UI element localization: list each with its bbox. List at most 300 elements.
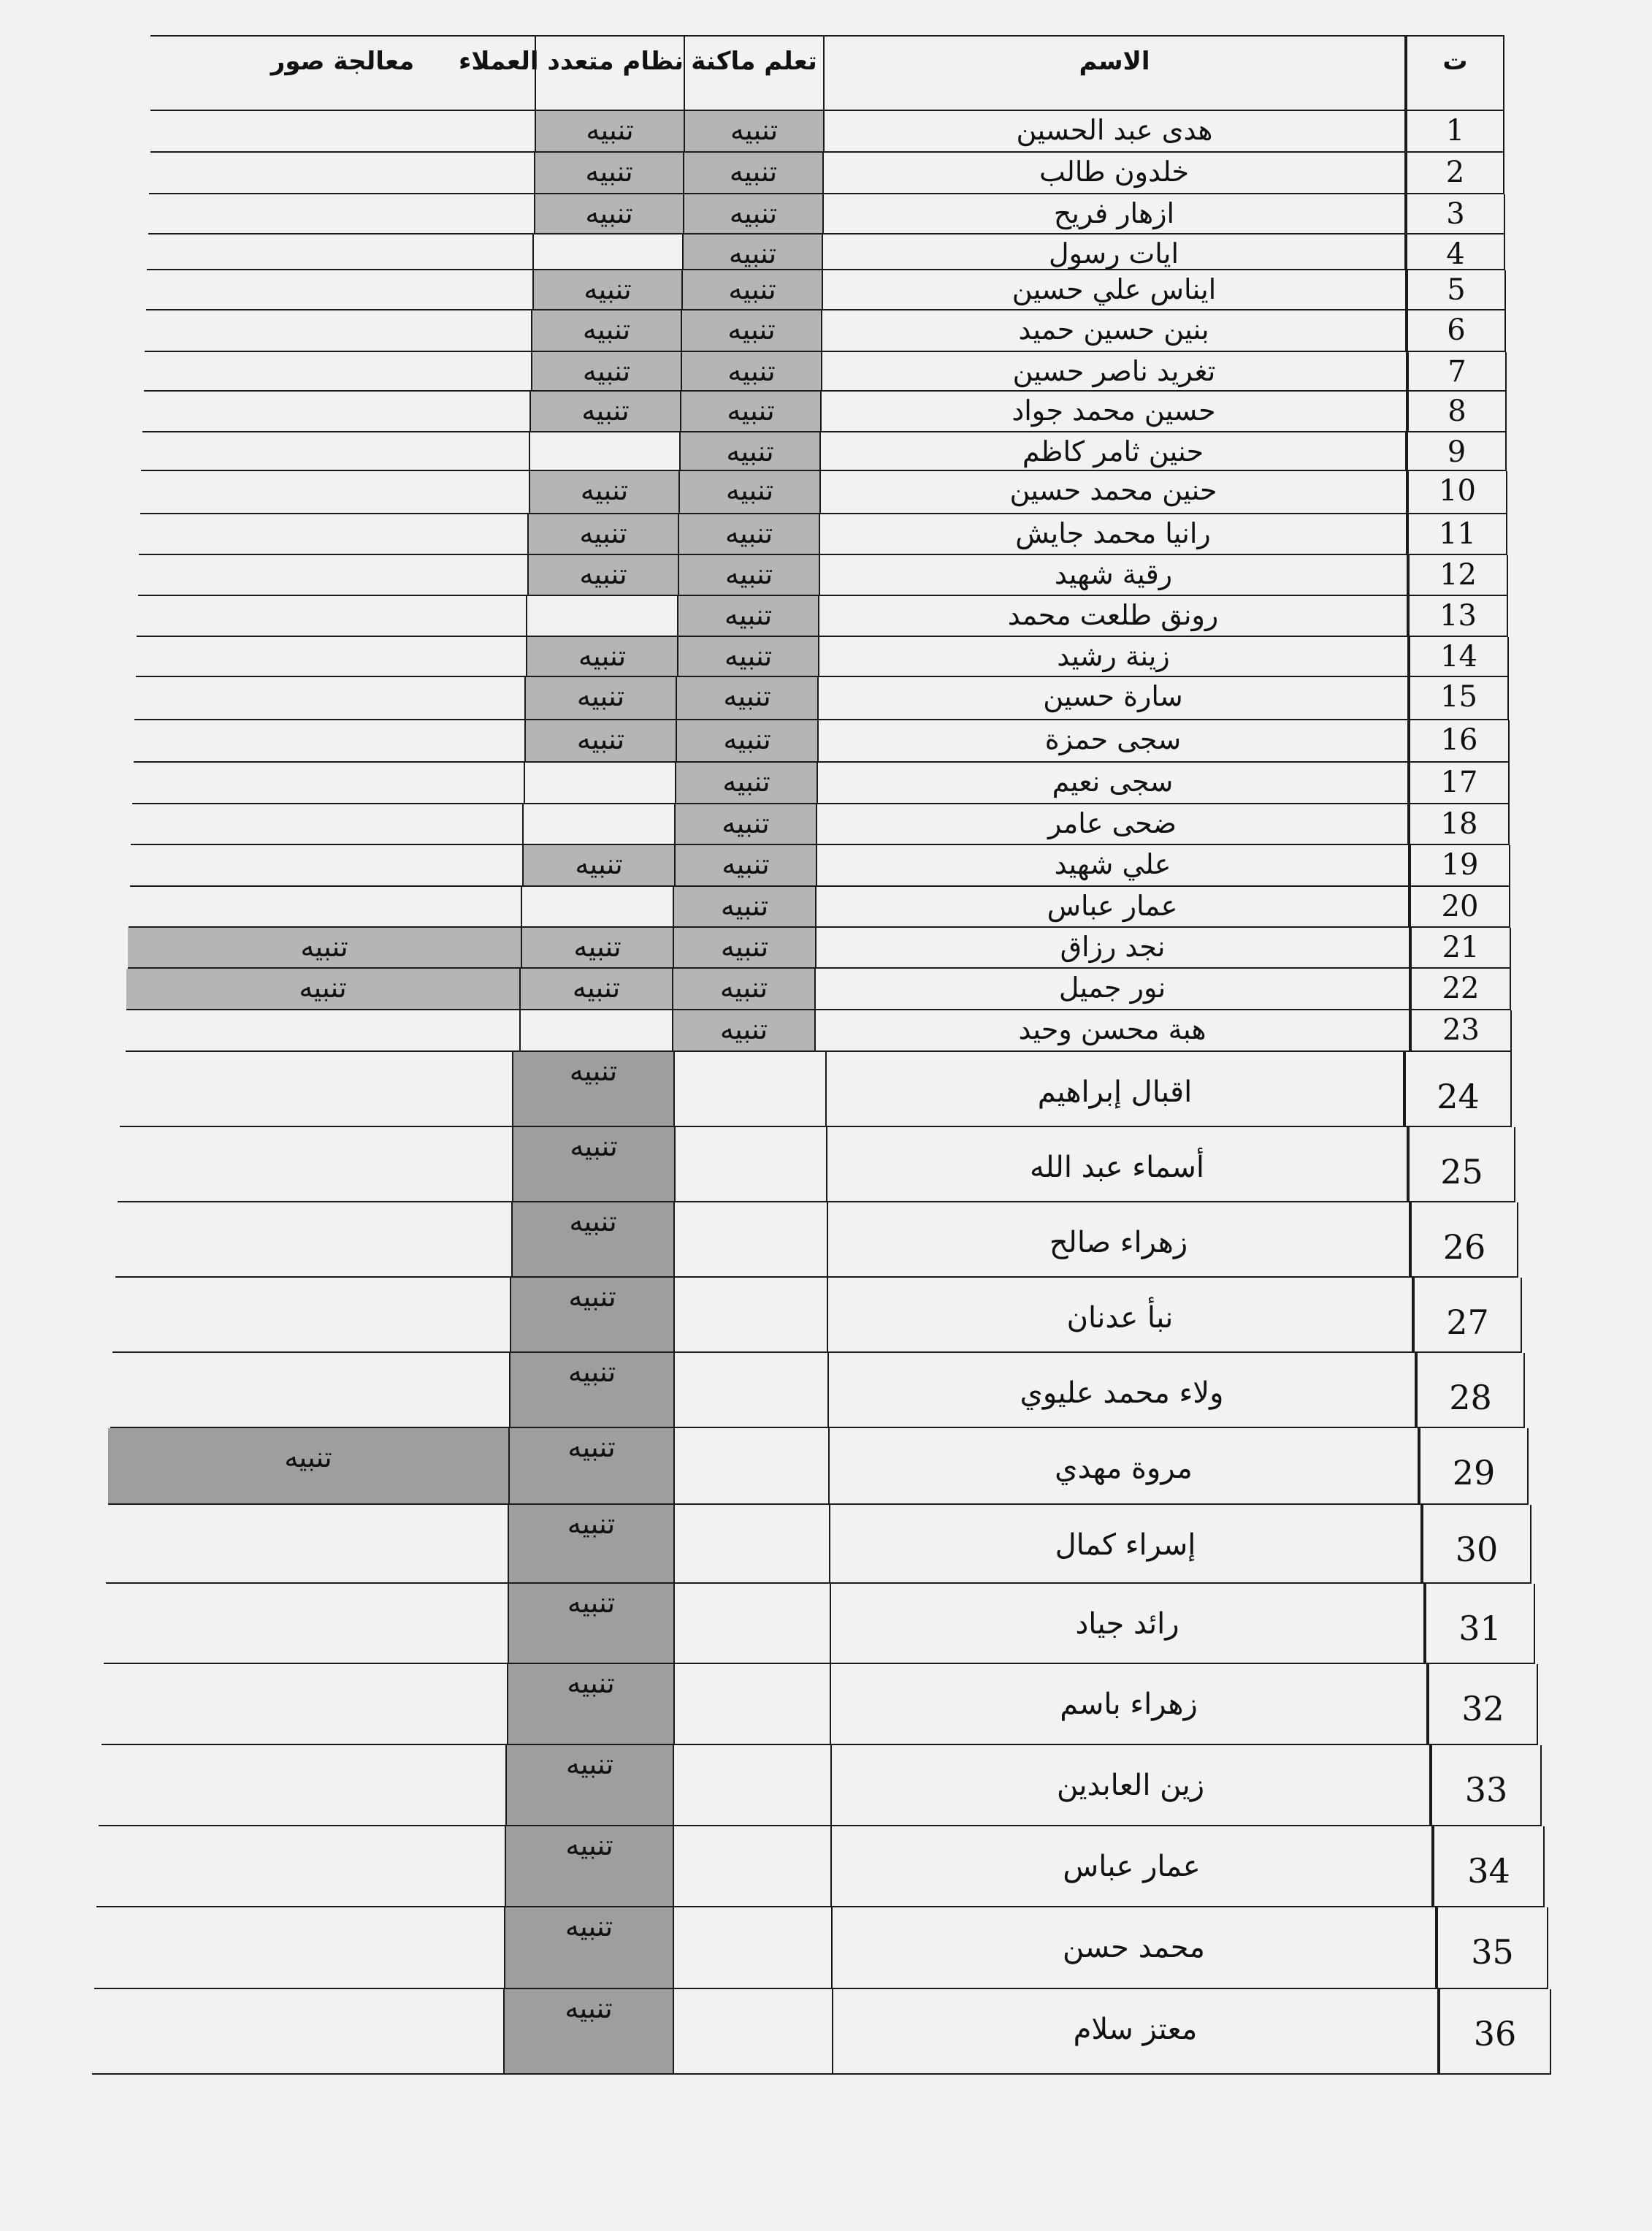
row-number-text: 23: [1442, 1013, 1480, 1047]
student-name: [817, 804, 1409, 845]
header-machine-learning-cell: [685, 35, 825, 111]
row-number: [1408, 555, 1508, 596]
student-name-text: سارة حسين: [1043, 680, 1183, 712]
student-name-text: عمار عباس: [1047, 890, 1178, 922]
multi-client-cell: [513, 1202, 675, 1278]
student-name: [832, 1826, 1433, 1907]
student-name: [828, 1278, 1413, 1353]
multi-client-cell: [506, 1826, 674, 1907]
warning-label: تنبيه: [585, 156, 633, 188]
student-name-text: نجد رزاق: [1060, 931, 1166, 963]
student-name-text: حنين ثامر كاظم: [1022, 435, 1204, 468]
warning-label: تنبيه: [719, 972, 768, 1004]
student-name: [827, 1127, 1408, 1202]
row-number: [1409, 763, 1510, 804]
row-number-text: 13: [1439, 599, 1477, 633]
multi-client-cell: [507, 1745, 674, 1826]
multi-client-cell: [531, 392, 681, 432]
image-processing-cell: [144, 352, 532, 392]
machine-learning-cell: [683, 270, 823, 310]
row-number: [1407, 514, 1507, 555]
warning-label: تنبيه: [724, 640, 773, 672]
row-number: [1406, 194, 1505, 234]
warning-label: تنبيه: [581, 394, 630, 427]
table-row: [99, 1745, 1542, 1826]
row-number: [1409, 720, 1510, 763]
student-name: [827, 1052, 1404, 1127]
student-name-text: اقبال إبراهيم: [1037, 1075, 1193, 1109]
multi-client-cell: [535, 153, 684, 194]
machine-learning-cell: [677, 677, 819, 720]
multi-client-cell: [508, 1664, 675, 1745]
student-name: [820, 514, 1407, 555]
machine-learning-cell: [674, 1745, 832, 1826]
multi-client-cell: [505, 1989, 674, 2075]
multi-client-cell: [525, 763, 676, 804]
row-number-text: 20: [1441, 890, 1479, 923]
warning-label: تنبيه: [567, 1587, 616, 1619]
table-row: [147, 234, 1505, 270]
row-number-text: 25: [1440, 1152, 1483, 1191]
image-processing-cell: [132, 763, 525, 804]
multi-client-cell: [522, 928, 674, 969]
table-row: [115, 1202, 1518, 1278]
image-processing-cell: [146, 270, 534, 310]
warning-label: تنبيه: [579, 517, 627, 549]
machine-learning-cell: [678, 637, 819, 677]
machine-learning-cell: [676, 763, 818, 804]
student-name-text: زينة رشيد: [1057, 640, 1170, 672]
warning-label: تنبيه: [720, 890, 769, 922]
machine-learning-cell: [675, 1353, 829, 1428]
student-name: [821, 471, 1407, 514]
image-processing-cell: [110, 1353, 510, 1428]
warning-label: تنبيه: [576, 680, 625, 712]
row-number-text: 19: [1441, 848, 1479, 882]
warning-label: تنبيه: [567, 1667, 615, 1699]
machine-learning-cell: [676, 845, 817, 887]
student-name-text: سجى حمزة: [1044, 723, 1182, 755]
warning-label: تنبيه: [727, 394, 775, 427]
table-row: [139, 514, 1507, 555]
image-processing-cell: [139, 514, 529, 555]
machine-learning-cell: [678, 596, 819, 637]
student-name-text: زهراء صالح: [1049, 1226, 1188, 1259]
machine-learning-cell: [685, 111, 825, 153]
warning-label: تنبيه: [584, 273, 632, 305]
machine-learning-cell: [680, 471, 821, 514]
table-row: [144, 352, 1507, 392]
row-number: [1407, 471, 1507, 514]
row-number-text: 14: [1440, 640, 1477, 674]
warning-label: تنبيه: [719, 1013, 768, 1045]
header-student-name: [825, 35, 1406, 111]
machine-learning-cell: [682, 310, 822, 352]
row-number: [1431, 1745, 1542, 1826]
warning-label: تنبيه: [575, 848, 623, 880]
warning-label: تنبيه: [726, 435, 774, 468]
image-processing-cell: [104, 1584, 509, 1664]
multi-client-cell: [527, 596, 678, 637]
row-number-text: 21: [1442, 931, 1480, 964]
student-name-text: إسراء كمال: [1055, 1528, 1196, 1562]
student-name: [829, 1353, 1416, 1428]
table-row: [150, 111, 1504, 153]
table-row: [148, 194, 1505, 234]
machine-learning-cell: [684, 194, 824, 234]
multi-client-cell: [522, 887, 674, 928]
machine-learning-cell: [677, 720, 819, 763]
image-processing-cell: [136, 637, 527, 677]
table-row: [118, 1127, 1515, 1202]
image-processing-cell: [120, 1052, 513, 1127]
warning-label: تنبيه: [569, 1055, 618, 1087]
student-name: [819, 637, 1409, 677]
row-number: [1410, 969, 1511, 1010]
row-number: [1410, 845, 1510, 887]
image-processing-cell: [129, 887, 522, 928]
row-number-text: 15: [1440, 680, 1477, 714]
row-number-text: 31: [1458, 1609, 1502, 1648]
table-row: [136, 637, 1509, 677]
machine-learning-cell: [675, 1664, 831, 1745]
row-number-text: 6: [1447, 313, 1466, 347]
student-name-text: هبة محسن وحيد: [1018, 1013, 1207, 1045]
image-processing-cell: [96, 1826, 506, 1907]
warning-label: تنبيه: [724, 517, 773, 549]
student-name-text: رانيا محمد جايش: [1015, 517, 1211, 549]
student-name: [823, 270, 1407, 310]
student-name: [831, 1584, 1425, 1664]
row-number-text: 8: [1448, 394, 1466, 428]
table-row: [140, 471, 1507, 514]
machine-learning-cell: [681, 432, 821, 471]
machine-learning-cell: [674, 1989, 833, 2075]
image-processing-cell: [99, 1745, 507, 1826]
machine-learning-cell: [673, 1010, 816, 1052]
student-name-text: ايات رسول: [1049, 237, 1179, 270]
warning-label: تنبيه: [300, 931, 348, 963]
student-name-text: ازهار فريح: [1053, 197, 1175, 229]
row-number: [1416, 1353, 1525, 1428]
image-processing-cell: [142, 392, 531, 432]
header-row-number: [1406, 35, 1504, 111]
student-name: [822, 392, 1407, 432]
row-number: [1407, 432, 1507, 471]
warning-label: تنبيه: [727, 313, 776, 346]
warning-label: تنبيه: [565, 1829, 613, 1861]
table-row: [96, 1826, 1545, 1907]
row-number: [1433, 1826, 1545, 1907]
warning-label: تنبيه: [585, 197, 633, 229]
warning-label: تنبيه: [724, 599, 773, 631]
row-number-text: 32: [1461, 1689, 1504, 1728]
machine-learning-cell: [676, 804, 817, 845]
warning-label: تنبيه: [573, 931, 622, 963]
student-name: [820, 555, 1408, 596]
machine-learning-cell: [679, 514, 820, 555]
row-number: [1409, 677, 1509, 720]
image-processing-cell: [141, 432, 530, 471]
table-row: [149, 153, 1504, 194]
student-name-text: محمد حسن: [1063, 1931, 1205, 1964]
row-number-text: 34: [1467, 1851, 1510, 1891]
table-row: [126, 1010, 1512, 1052]
student-name: [817, 928, 1410, 969]
row-number-text: 28: [1449, 1378, 1492, 1417]
warning-label: تنبيه: [720, 931, 769, 963]
student-name-text: مروة مهدي: [1055, 1452, 1193, 1485]
row-number: [1428, 1664, 1538, 1745]
row-number-text: 35: [1471, 1932, 1514, 1972]
image-processing-cell: [147, 234, 534, 270]
image-processing-cell: [134, 677, 526, 720]
row-number-text: 4: [1446, 237, 1465, 271]
row-number: [1410, 928, 1511, 969]
multi-client-cell: [509, 1584, 675, 1664]
multi-client-cell: [530, 471, 680, 514]
warning-label: تنبيه: [284, 1441, 332, 1473]
table-row: [137, 596, 1508, 637]
student-name-text: نور جميل: [1058, 972, 1166, 1004]
row-number: [1406, 234, 1505, 270]
row-number-text: 7: [1448, 355, 1466, 389]
header-multi-client-cell: [458, 35, 685, 111]
student-name-text: نبأ عدنان: [1066, 1301, 1174, 1335]
row-number: [1439, 1989, 1551, 2075]
student-name: [817, 845, 1410, 887]
student-name: [816, 969, 1410, 1010]
student-name: [828, 1202, 1410, 1278]
multi-client-cell: [532, 310, 682, 352]
row-number: [1407, 352, 1507, 392]
row-number: [1406, 111, 1504, 153]
student-name-text: خلدون طالب: [1039, 156, 1190, 188]
student-name: [822, 352, 1407, 392]
row-number: [1409, 804, 1510, 845]
image-processing-cell: [92, 1989, 505, 2075]
warning-label: تنبيه: [567, 1431, 616, 1463]
image-processing-cell: [118, 1127, 513, 1202]
warning-label: تنبيه: [582, 355, 631, 387]
machine-learning-cell: [679, 555, 820, 596]
multi-client-cell: [527, 637, 678, 677]
row-number-text: 2: [1445, 156, 1465, 189]
row-number-text: 29: [1452, 1453, 1496, 1492]
multi-client-cell: [532, 352, 682, 392]
column-header-label: معالجة صور: [270, 47, 415, 76]
warning-label: تنبيه: [299, 972, 347, 1004]
machine-learning-cell: [675, 1505, 830, 1584]
image-processing-cell: [130, 845, 524, 887]
warning-label: تنبيه: [729, 197, 778, 229]
student-name: [819, 596, 1408, 637]
table-row: [108, 1428, 1529, 1505]
multi-client-cell: [505, 1907, 674, 1989]
student-name: [824, 153, 1406, 194]
warning-label: تنبيه: [723, 680, 771, 712]
machine-learning-cell: [676, 1127, 827, 1202]
table-row: [126, 969, 1511, 1010]
table-row: [92, 1989, 1551, 2075]
row-number-text: 36: [1473, 2014, 1517, 2053]
table-row: [106, 1505, 1531, 1584]
student-name-text: ولاء محمد عليوي: [1020, 1376, 1224, 1410]
warning-label: تنبيه: [727, 355, 776, 387]
multi-client-cell: [521, 1010, 673, 1052]
image-processing-cell: [145, 310, 532, 352]
machine-learning-cell: [684, 153, 824, 194]
column-header-label: الاسم: [1079, 47, 1150, 76]
machine-learning-cell: [675, 1584, 831, 1664]
student-name-text: ضحى عامر: [1047, 807, 1177, 839]
multi-client-cell: [513, 1127, 676, 1202]
row-number-text: 22: [1442, 972, 1480, 1005]
row-number: [1408, 1127, 1515, 1202]
column-header-label: تعلم ماكنة: [691, 47, 817, 76]
table-row: [102, 1664, 1538, 1745]
image-processing-cell: [94, 1907, 505, 1989]
student-name-text: رائد جياد: [1075, 1607, 1179, 1641]
image-processing-cell: [138, 555, 529, 596]
machine-learning-cell: [674, 1826, 832, 1907]
table-row: [104, 1584, 1535, 1664]
warning-label: تنبيه: [728, 273, 776, 305]
student-name: [823, 234, 1406, 270]
row-number: [1404, 1052, 1512, 1127]
multi-client-cell: [536, 111, 685, 153]
machine-learning-cell: [674, 1907, 833, 1989]
multi-client-cell: [513, 1052, 675, 1127]
machine-learning-cell: [684, 234, 823, 270]
student-name: [833, 1989, 1439, 2075]
column-header-label: نظام متعدد العملاء: [458, 47, 684, 76]
warning-label: تنبيه: [568, 1281, 616, 1313]
table-row: [112, 1278, 1522, 1353]
image-processing-cell: [128, 928, 522, 969]
student-name: [817, 887, 1410, 928]
table-row: [138, 555, 1508, 596]
multi-client-cell: [529, 555, 679, 596]
table-row: [120, 1052, 1512, 1127]
student-name-text: تغريد ناصر حسين: [1012, 355, 1216, 387]
student-name: [825, 111, 1406, 153]
machine-learning-cell: [674, 887, 817, 928]
row-number: [1410, 887, 1510, 928]
table-row: [130, 845, 1510, 887]
student-name-text: عمار عباس: [1063, 1850, 1201, 1883]
table-row: [142, 392, 1507, 432]
image-processing-cell: [149, 153, 535, 194]
row-number-text: 26: [1442, 1227, 1486, 1267]
image-processing-cell: [106, 1505, 509, 1584]
warning-label: تنبيه: [579, 558, 627, 590]
warning-label: تنبيه: [570, 1130, 618, 1162]
image-processing-cell: [102, 1664, 508, 1745]
warning-label: تنبيه: [725, 474, 774, 506]
row-number-text: 5: [1447, 273, 1466, 307]
warning-label: تنبيه: [572, 972, 621, 1004]
student-name-text: بنين حسين حميد: [1018, 313, 1209, 346]
student-name: [832, 1745, 1431, 1826]
student-name: [830, 1428, 1419, 1505]
row-number: [1408, 596, 1508, 637]
student-name-text: أسماء عبد الله: [1029, 1151, 1205, 1184]
image-processing-cell: [126, 1010, 521, 1052]
student-name-text: رونق طلعت محمد: [1007, 599, 1219, 631]
warning-label: تنبيه: [722, 807, 770, 839]
student-name: [819, 720, 1409, 763]
image-processing-cell: [131, 804, 524, 845]
row-number-text: 9: [1447, 435, 1466, 469]
row-number: [1406, 153, 1504, 194]
warning-label: تنبيه: [569, 1205, 617, 1237]
warning-label: تنبيه: [730, 114, 779, 146]
student-name: [819, 677, 1409, 720]
student-name-text: زين العابدين: [1056, 1769, 1205, 1802]
warning-label: تنبيه: [729, 156, 778, 188]
student-name: [822, 310, 1407, 352]
row-number: [1425, 1584, 1535, 1664]
warning-label: تنبيه: [576, 723, 625, 755]
row-number: [1413, 1278, 1522, 1353]
machine-learning-cell: [675, 1202, 828, 1278]
multi-client-cell: [526, 720, 677, 763]
table-row: [129, 887, 1510, 928]
warning-label: تنبيه: [567, 1356, 616, 1388]
row-number-text: 17: [1440, 766, 1478, 799]
row-number: [1407, 270, 1506, 310]
table-row: [145, 310, 1506, 352]
image-processing-cell: [137, 596, 527, 637]
machine-learning-cell: [675, 1278, 828, 1353]
row-number: [1409, 637, 1509, 677]
row-number: [1437, 1907, 1548, 1989]
warning-label: تنبيه: [724, 558, 773, 590]
student-name-text: معتز سلام: [1073, 2013, 1198, 2046]
student-name: [833, 1907, 1437, 1989]
machine-learning-cell: [675, 1428, 830, 1505]
row-number-text: 27: [1446, 1303, 1489, 1342]
multi-client-cell: [521, 969, 673, 1010]
student-name-text: سجى نعيم: [1052, 766, 1174, 798]
row-number-text: 11: [1439, 517, 1476, 551]
image-processing-cell: [140, 471, 530, 514]
student-name-text: زهراء باسم: [1060, 1687, 1198, 1721]
warning-label: تنبيه: [565, 1910, 613, 1942]
image-processing-cell: [108, 1428, 510, 1505]
image-processing-cell: [115, 1202, 513, 1278]
student-name: [824, 194, 1406, 234]
table-row: [132, 763, 1510, 804]
row-number-text: 12: [1439, 558, 1477, 592]
image-processing-cell: [134, 720, 526, 763]
student-name-text: هدى عبد الحسين: [1016, 114, 1213, 146]
row-number-text: 30: [1455, 1530, 1499, 1569]
machine-learning-cell: [673, 969, 816, 1010]
student-name: [818, 763, 1409, 804]
row-number-text: 24: [1437, 1077, 1480, 1116]
machine-learning-cell: [681, 392, 822, 432]
multi-client-cell: [526, 677, 677, 720]
student-name: [830, 1505, 1422, 1584]
student-name: [831, 1664, 1428, 1745]
row-number: [1407, 310, 1506, 352]
table-row: [146, 270, 1506, 310]
machine-learning-cell: [674, 928, 817, 969]
row-number: [1410, 1202, 1518, 1278]
multi-client-cell: [524, 845, 676, 887]
